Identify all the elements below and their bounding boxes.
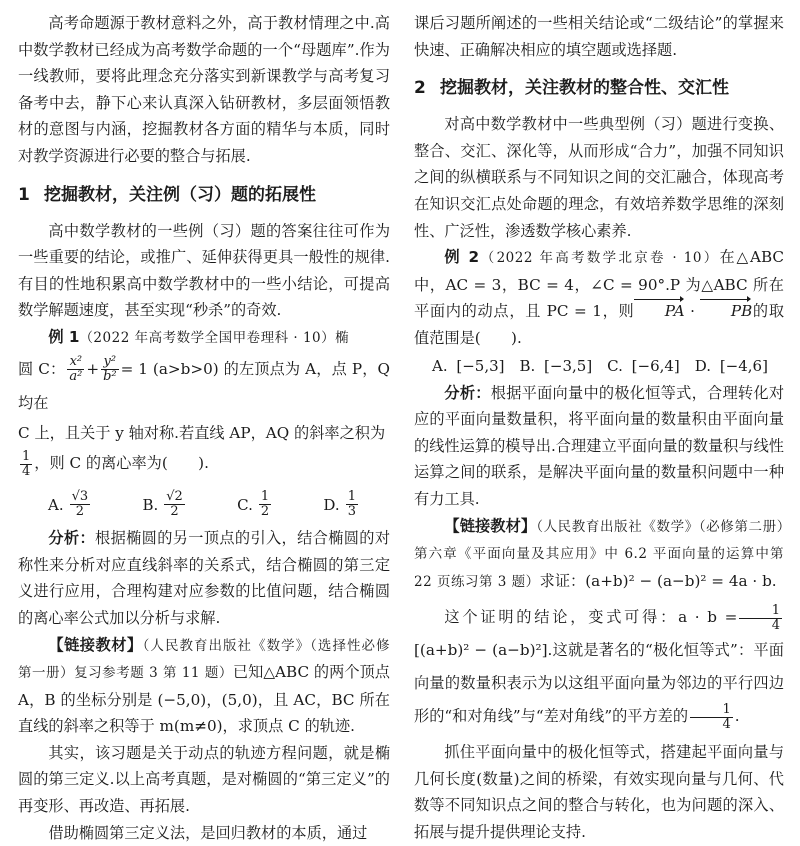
example-2 <box>414 244 784 351</box>
example-1-line-3: C 上，且关于 y 轴对称.若直线 AP，AQ 的斜率之积为 <box>18 423 386 442</box>
right-column <box>414 10 784 846</box>
conclusion-paragraph <box>414 601 784 733</box>
option-c: C. $\frac{1}{2}$ <box>237 489 270 520</box>
fraction-one-quarter: $\frac{1}{4}$ <box>22 448 31 479</box>
example-2-label: 例 2 <box>444 248 480 267</box>
final-paragraph: 抓住平面向量中的极化恒等式，搭建起平面向量与几何长度(数量)之间的桥梁，有效实现向量与几何、代数等不同知识点之间的整合与转化，也为问题的深入、拓展与提升提供理论支持. <box>414 743 784 842</box>
intro-paragraph: 高考命题源于教材意料之外，高于教材情理之中.高中数学教材已经成为高考数学命题的一个“母题库”.作为一线教师，要将此理念充分落实到新课教学与高考复习备考中去，静下心来认真深入钻研教材，多层面领悟教材的意图与内涵，挖掘教材各方面的精华与本质，同时对教学资源进行必要的整合与拓展. <box>18 14 390 165</box>
section-2-number: 2 <box>414 78 426 99</box>
section-2-paragraph: 对高中数学教材中一些典型例（习）题进行变换、整合、交汇、深化等，从而形成“合力”，加强不同知识之间的纵横联系与不同知识之间的交汇融合，体现高考在知识交汇点处命题的理念，有效培养数学思维的深刻性、广泛性，渗透数学核心素养. <box>414 115 784 240</box>
analysis-1 <box>18 525 390 631</box>
example-2-source: （2022 年高考数学北京卷 · 10） <box>479 250 720 267</box>
fraction-x2-a2: $\frac{\text{x²}}{\text{a²}}$ <box>69 354 83 385</box>
option-d: D. $\frac{1}{3}$ <box>323 489 356 520</box>
example-2-options: A. [−5,3] B. [−3,5] C. [−6,4] D. [−4,6] <box>432 356 768 375</box>
conclusion-pre: 这个证明的结论，变式可得：a · b = <box>444 608 738 627</box>
example-1-eq-prefix: 圆 C： <box>18 359 66 378</box>
vector-pb: PB <box>700 298 752 325</box>
example-1-question: ，则 C 的离心率为( ). <box>34 454 209 473</box>
analysis-2 <box>414 380 784 513</box>
left-column <box>18 10 390 846</box>
analysis-1-label: 分析： <box>48 529 96 548</box>
link-1 <box>18 632 390 740</box>
link-2 <box>414 513 784 596</box>
analysis-2-label: 分析： <box>444 383 491 402</box>
conclusion-post: [(a+b)² − (a−b)²].这就是著名的“极化恒等式”：平面向量的数量积表示为以这组平面向量为邻边的平行四边形的“和对角线”与“差对角线”的平方差的 <box>414 641 784 726</box>
example-2-text-2: 的取值范围是( ). <box>414 302 785 347</box>
section-2-title: 挖掘教材，关注教材的整合性、交汇性 <box>440 78 729 99</box>
fraction-quarter-a: $\frac{1}{4}$ <box>739 604 782 633</box>
fraction-quarter-b: $\frac{1}{4}$ <box>690 703 733 732</box>
link-2-label: 【链接教材】 <box>444 516 537 535</box>
link-1-label: 【链接教材】 <box>48 635 143 654</box>
dot-operator: · <box>684 302 701 321</box>
example-1-line-4 <box>18 446 390 480</box>
option-a: A. $\frac{√3}{2}$ <box>48 489 89 520</box>
example-1-eq-suffix: = 1 (a>b>0) 的左顶点为 A，点 P，Q 均在 <box>18 359 391 412</box>
analysis-1-text: 根据椭圆的另一顶点的引入，结合椭圆的对称性来分析对应直线斜率的关系式，结合椭圆的第三定义进行应用，合理构建对应参数的比值问题，结合椭圆的离心率公式加以分析与求解. <box>18 529 391 627</box>
section-1-heading <box>18 182 390 208</box>
conclusion-end: . <box>734 707 740 726</box>
example-1-label: 例 1 <box>48 327 80 346</box>
example-1-source: （2022 年高考数学全国甲卷理科 · 10）椭 <box>79 329 350 346</box>
example-1-eq-plus: + <box>86 359 100 378</box>
link-2-text: 求证：(a+b)² − (a−b)² = 4a · b. <box>539 571 777 590</box>
vector-pa: PA <box>634 298 684 325</box>
continued-paragraph: 课后习题所阐述的一些相关结论或“二级结论”的掌握来快速、正确解决相应的填空题或选择题. <box>414 14 784 59</box>
link-1-text: 已知△ABC 的两个顶点 A，B 的坐标分别是 (−5,0)，(5,0)，且 AC，BC 所在直线的斜率之积等于 m(m≠0)，求顶点 C 的轨迹. <box>18 663 390 736</box>
fraction-y2-b2: $\frac{\text{y²}}{\text{b²}}$ <box>103 354 117 385</box>
example-2-text-1: 在△ABC 中，AC = 3，BC = 4，∠C = 90°.P 为△ABC 所在平面内的动点，且 PC = 1，则 <box>414 248 785 321</box>
option-b: B. $\frac{√2}{2}$ <box>142 489 183 520</box>
section-1-paragraph: 高中数学教材的一些例（习）题的答案往往可作为一些重要的结论，或推广、延伸获得更具一般性的规律.有目的性地积累高中数学教材中的一些小结论，可提高数学解题速度，甚至实现“秒杀”的奇效. <box>18 221 390 320</box>
analysis-2-text: 根据平面向量中的极化恒等式，合理转化对应的平面向量数量积，将平面向量的数量积由平面向量的线性运算的模导出.合理建立平面向量的数量积与线性运算之间的联系，是解决平面向量的数量积问题中一种有力工具. <box>414 383 785 508</box>
borrow-paragraph: 借助椭圆第三定义法，是回归教材的本质，通过 <box>48 823 368 842</box>
section-1-number: 1 <box>18 184 30 205</box>
example-1-line <box>18 324 390 352</box>
link-2-source: （人民教育出版社《数学》（必修第二册）第六章《平面向量及其应用》中 6.2 平面向量的运算中第 22 页练习第 3 题） <box>414 518 785 590</box>
fact-paragraph: 其实，该习题是关于动点的轨迹方程问题，就是椭圆的第三定义.以上高考真题，是对椭圆的“第三定义”的再变形、再改造、再拓展. <box>18 743 390 816</box>
section-1-title: 挖掘教材，关注例（习）题的拓展性 <box>44 184 316 205</box>
example-1-equation-line <box>18 352 390 420</box>
example-1-options <box>18 480 390 525</box>
section-2-heading <box>414 75 784 101</box>
link-1-source: （人民教育出版社《数学》（选择性必修第一册）复习参考题 3 第 11 题） <box>18 637 391 682</box>
